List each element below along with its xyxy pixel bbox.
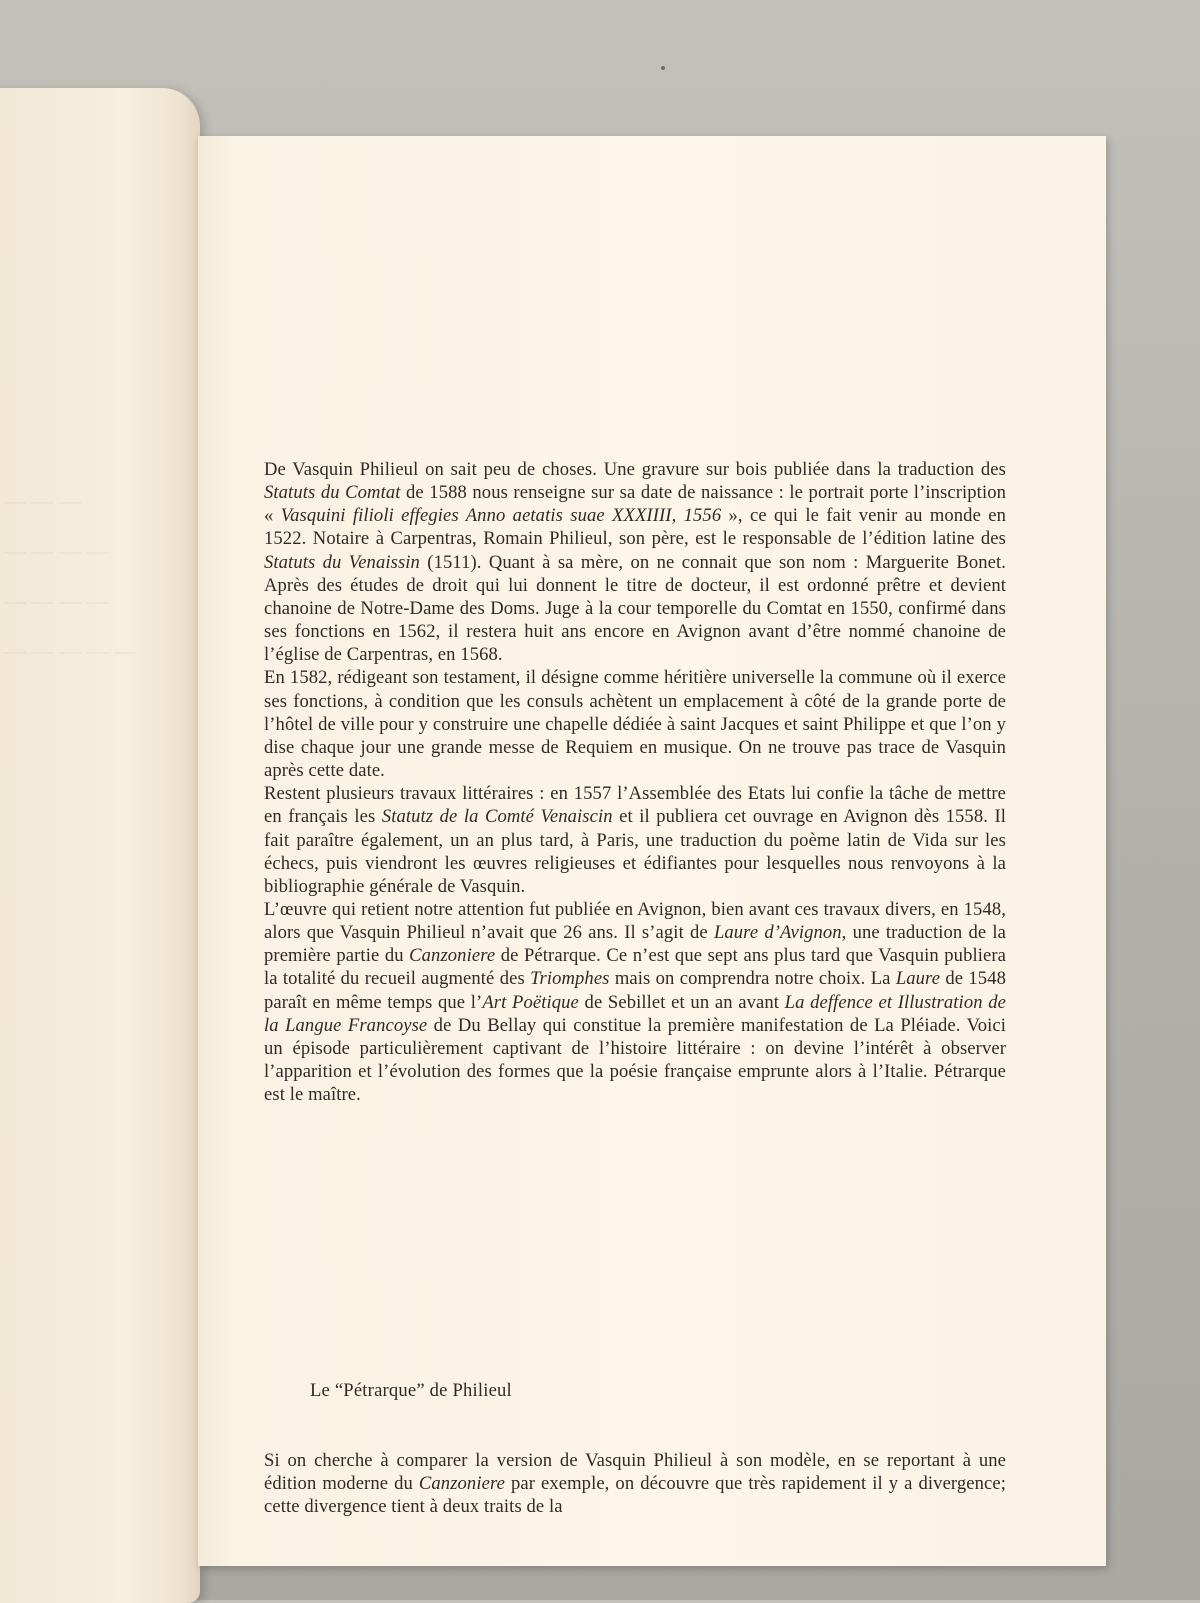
- body-text-continued: [264, 1430, 1006, 1537]
- paragraph: [264, 666, 1006, 782]
- paragraph: [264, 898, 1006, 1106]
- show-through-text: — — — — —: [4, 638, 136, 663]
- text-run: En 1582, rédigeant son testament, il désigne comme héritière universelle la commune où il exerce ses fonctions, à condition que les consuls achètent un emplacement à côté de la grande porte de l’hôtel de ville pour y construire une chapelle dédiée à saint Jacques et saint Philippe et que l’on y dise chaque jour une grande messe de Requiem en musique. On ne trouve pas trace de Vasquin après cette date.: [264, 667, 1006, 782]
- right-page: [198, 136, 1106, 1566]
- paragraph: [264, 458, 1006, 666]
- text-run: de 1548 paraît en même temps que l’: [264, 968, 1006, 1013]
- text-run: Restent plusieurs travaux littéraires : en 1557 l’Assemblée des Etats lui confie la tâche de mettre en français les: [264, 783, 1006, 828]
- text-run: de Pétrarque. Ce n’est que sept ans plus tard que Vasquin publiera la totalité du recueil augmenté des: [264, 945, 1006, 990]
- italic-title: La deffence et Illustration de la Langue Francoyse: [264, 991, 1007, 1036]
- text-run: par exemple, on découvre que très rapidement il y a divergence; cette divergence tient à deux traits de la: [264, 1472, 1006, 1517]
- italic-title: Triomphes: [530, 968, 610, 990]
- text-run: et il publiera cet ouvrage en Avignon dès 1558. Il fait paraître également, un an plus tard, à Paris, une traduction du poème latin de Vida sur les échecs, puis viendront les œuvres religieuses et édifiantes pour lesquelles nous renvoyons à la bibliographie générale de Vasquin.: [264, 806, 1007, 897]
- text-run: Si on cherche à comparer la version de Vasquin Philieul à son modèle, en se reportant à une édition moderne du: [264, 1449, 1006, 1494]
- italic-title: Canzoniere: [418, 1472, 505, 1494]
- paragraph: [264, 782, 1006, 898]
- show-through-text: — — — —: [4, 538, 109, 563]
- body-text: [264, 458, 1006, 1106]
- text-run: (1511). Quant à sa mère, on ne connait que son nom : Marguerite Bonet. Après des études de droit qui lui donnent le titre de docteur, il est ordonné prêtre et devient chanoine de Notre-Dame des Doms. Juge à la cour temporelle du Comtat en 1550, confirmé dans ses fonctions en 1562, il restera huit ans encore en Avignon avant d’être nommé chanoine de l’église de Carpentras, en 1568.: [264, 551, 1007, 666]
- text-run: de 1588 nous renseigne sur sa date de naissance : le portrait porte l’inscription «: [264, 482, 1006, 527]
- italic-title: Vasquini filioli effegies Anno aetatis suae XXXIIII, 1556: [280, 505, 722, 527]
- text-run: L’œuvre qui retient notre attention fut publiée en Avignon, bien avant ces travaux divers, en 1548, alors que Vasquin Philieul n’avait que 26 ans. Il s’agit de: [264, 898, 1006, 944]
- italic-title: Canzoniere: [409, 945, 496, 967]
- paragraph: [264, 1449, 1006, 1518]
- text-run: de Du Bellay qui constitue la première manifestation de La Pléiade. Voici un épisode particulièrement captivant de l’histoire littéraire : on devine l’intérêt à observer l’apparition et l’évolution des formes que la poésie française emprunte alors à l’Italie. Pétrarque est le maître.: [264, 1014, 1006, 1106]
- show-through-text: — — — —: [4, 588, 109, 613]
- left-page: [0, 88, 200, 1603]
- section-heading: Le “Pétrarque” de Philieul: [310, 1380, 512, 1401]
- text-run: , une traduction de la première partie du: [264, 922, 1007, 967]
- italic-title: Statuts du Venaissin: [264, 551, 420, 573]
- text-run: De Vasquin Philieul on sait peu de choses. Une gravure sur bois publiée dans la traduction des: [264, 459, 1006, 480]
- italic-title: Statutz de la Comté Venaiscin: [381, 806, 613, 828]
- show-through-text: — — —: [4, 488, 81, 513]
- italic-title: Laure: [895, 968, 941, 990]
- italic-title: Statuts du Comtat: [264, 482, 401, 504]
- dust-speck: [661, 66, 665, 70]
- italic-title: Art Poëtique: [482, 991, 579, 1013]
- text-run: de Sebillet et un an avant: [578, 991, 785, 1013]
- italic-title: Laure d’Avignon: [713, 922, 842, 944]
- text-run: mais on comprendra notre choix. La: [609, 968, 896, 990]
- text-run: », ce qui le fait venir au monde en 1522. Notaire à Carpentras, Romain Philieul, son père, est le responsable de l’édition latine des: [264, 505, 1006, 550]
